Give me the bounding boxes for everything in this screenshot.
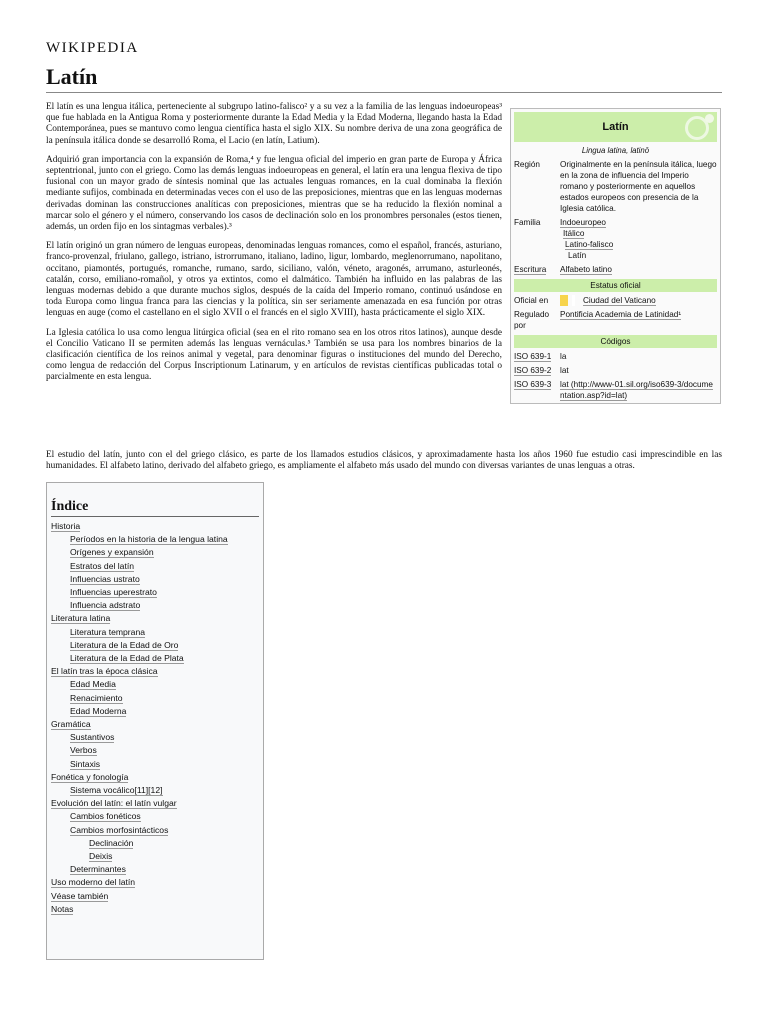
toc-item-label[interactable]: Influencias uperestrato — [70, 587, 157, 598]
official-value[interactable]: Ciudad del Vaticano — [560, 295, 717, 306]
toc-item[interactable] — [47, 626, 263, 639]
toc-item[interactable] — [47, 758, 263, 771]
toc-item[interactable] — [47, 784, 263, 797]
wikipedia-logo[interactable]: WIKIPEDIA — [46, 40, 139, 56]
toc-item[interactable] — [47, 837, 263, 850]
official-status-header: Estatus oficial — [514, 279, 717, 292]
toc-item[interactable] — [47, 744, 263, 757]
infobox-native-name: Lingua latina, latinō — [581, 146, 650, 155]
toc-item-label[interactable]: Historia — [51, 521, 81, 531]
script-value[interactable]: Alfabeto latino — [560, 265, 612, 274]
toc-item[interactable] — [47, 573, 263, 586]
toc-item-label[interactable]: Véase también — [51, 890, 109, 901]
speech-bubble-icon — [705, 114, 714, 123]
toc-item[interactable] — [47, 731, 263, 744]
paragraph-study: El estudio del latín, junto con el del griego clásico, es parte de los llamados estudios clásicos, y aproximadamente hasta los años 1960 fue estudio casi imprescindible en las humanidades. El alfabeto latino, derivado del alfabeto griego, es ampliamente el alfabeto más usado del mundo con diversas variantes de unas lenguas a otras. — [46, 450, 722, 472]
official-label: Oficial en — [514, 296, 549, 305]
iso2-label[interactable]: ISO 639-2 — [514, 366, 552, 376]
toc-item-label[interactable]: Literatura temprana — [70, 626, 145, 637]
infobox-row-family — [511, 216, 720, 263]
regulated-value[interactable]: Pontificia Academia de Latinidad¹ — [560, 310, 682, 320]
infobox-row-iso1 — [511, 350, 720, 364]
vatican-flag-icon — [560, 295, 568, 306]
toc-item-label[interactable]: Gramática — [51, 719, 91, 730]
toc-item-label[interactable]: Literatura de la Edad de Oro — [70, 639, 179, 650]
region-value: Originalmente en la península itálica, luego en la zona de influencia del Imperio romano y posteriormente en aquellos estados europeos con presencia de la Iglesia católica. — [560, 160, 717, 213]
toc-item[interactable] — [47, 890, 263, 903]
codes-header: Códigos — [514, 335, 717, 348]
toc-item[interactable] — [47, 639, 263, 652]
toc-item-label[interactable]: Verbos — [70, 745, 97, 756]
toc-item-label[interactable]: Influencia adstrato — [70, 600, 141, 611]
toc-item-label[interactable]: Cambios fonéticos — [70, 811, 141, 822]
toc-item-label[interactable]: Literatura de la Edad de Plata — [70, 653, 184, 664]
family-item[interactable]: Indoeuropeo — [560, 218, 606, 227]
infobox-row-official — [511, 294, 720, 308]
family-item: Latín — [568, 251, 587, 260]
article-body — [46, 102, 502, 392]
toc-item-label[interactable]: Literatura latina — [51, 613, 111, 624]
toc-item-label[interactable]: Cambios morfosintácticos — [70, 824, 169, 835]
toc-item[interactable] — [47, 520, 263, 533]
toc-item-label[interactable]: Evolución del latín: el latín vulgar — [51, 798, 177, 809]
toc-item-label[interactable]: Orígenes y expansión — [70, 547, 154, 558]
family-item[interactable]: Latino-falisco — [565, 240, 614, 249]
iso3-label[interactable]: ISO 639-3 — [514, 380, 552, 390]
iso1-label[interactable]: ISO 639-1 — [514, 352, 552, 362]
infobox-row-iso2 — [511, 364, 720, 378]
toc-item-label[interactable]: Renacimiento — [70, 692, 123, 703]
toc-item-label[interactable]: Edad Media — [70, 679, 116, 690]
toc-list — [47, 520, 263, 916]
toc-item-label[interactable]: Períodos en la historia de la lengua latina — [70, 534, 228, 545]
toc-item-label[interactable]: Notas — [51, 903, 74, 914]
toc-item[interactable] — [47, 850, 263, 863]
toc-item[interactable] — [47, 560, 263, 573]
language-infobox — [510, 108, 721, 404]
infobox-row-iso3 — [511, 378, 720, 403]
toc-item[interactable] — [47, 771, 263, 784]
toc-item[interactable] — [47, 824, 263, 837]
title-divider — [46, 92, 722, 93]
toc-item[interactable] — [47, 586, 263, 599]
toc-item-label[interactable]: Estratos del latín — [70, 560, 135, 571]
toc-item[interactable] — [47, 705, 263, 718]
toc-title: Índice — [51, 499, 259, 517]
toc-item[interactable] — [47, 678, 263, 691]
infobox-row-script — [511, 263, 720, 277]
toc-item[interactable] — [47, 546, 263, 559]
toc-item-label[interactable]: Deixis — [89, 851, 113, 862]
toc-item-label[interactable]: Sintaxis — [70, 758, 101, 769]
page-title: Latín — [46, 64, 98, 89]
regulated-label: Regulado por — [514, 310, 550, 331]
toc-item[interactable] — [47, 876, 263, 889]
toc-item[interactable] — [47, 652, 263, 665]
toc-item-label[interactable]: Fonética y fonología — [51, 771, 129, 782]
toc-item[interactable] — [47, 797, 263, 810]
paragraph-expansion: Adquirió gran importancia con la expansión de Roma,⁴ y fue lengua oficial del imperio en gran parte de Europa y África septentrional, junto con el griego. Como las demás lenguas indoeuropeas en general, el latín era una lengua flexiva de tipo fusional con un mayor grado de síntesis nominal que las actuales lenguas romances, en la cual dominaba la flexión mediante sufijos, combinada en determinadas veces con el uso de las preposiciones, mientras que en las lenguas modernas derivadas dominan las construcciones analíticas con preposiciones, mientras que se ha reducido la flexión nominal a marcar solo el género y el número, conservando los casos de declinación solo en los pronombres personales (estos tienen, además, un orden fijo en los sintagmas verbales).³ — [46, 154, 502, 233]
toc-item[interactable] — [47, 533, 263, 546]
infobox-row-regulated — [511, 308, 720, 333]
toc-item-label[interactable]: El latín tras la época clásica — [51, 666, 158, 677]
iso3-value[interactable]: lat (http://www-01.sil.org/iso639-3/documentation.asp?id=lat) — [560, 380, 713, 401]
script-label: Escritura — [514, 265, 547, 274]
toc-item[interactable] — [47, 665, 263, 678]
family-item[interactable]: Itálico — [563, 229, 585, 238]
toc-item-label[interactable]: Sustantivos — [70, 732, 115, 743]
iso1-value: la — [560, 352, 567, 362]
toc-item[interactable] — [47, 863, 263, 876]
toc-item[interactable] — [47, 612, 263, 625]
table-of-contents — [46, 482, 264, 960]
toc-item-label[interactable]: Uso moderno del latín — [51, 877, 136, 888]
toc-item-label[interactable]: Sistema vocálico[11][12] — [70, 785, 163, 796]
iso2-value: lat — [560, 366, 569, 376]
toc-item-label[interactable]: Determinantes — [70, 864, 126, 875]
paragraph-romance-languages: El latín originó un gran número de lenguas europeas, denominadas lenguas romances, como el español, francés, asturiano, franco-provenzal, friulano, gallego, istriano, istrorrumano, italiano, ladino, ligur, lombardo, meglenorrumano, napolitano, occitano, piamontés, portugués, romanche, rumano, sardo, siciliano, valón, véneto, aragonés, arrumano, asturleonés, catalán, corso, emiliano-romañol, y otros ya extintos, como el dalmático. También ha influido en las palabras de las lenguas modernas debido a que durante muchos siglos, después de la caída del Imperio romano, continuó usándose en toda Europa como lingua franca para las ciencias y la política, sin ser seriamente amenazada en esa función por otras lenguas en auge (como el castellano en el siglo XVII o el francés en el siglo XVIII), hasta prácticamente el siglo XIX. — [46, 241, 502, 319]
paragraph-church-usage: La Iglesia católica lo usa como lengua litúrgica oficial (sea en el rito romano sea en los otros ritos latinos), aunque desde el Concilio Vaticano II se permiten además las lenguas vernáculas.⁵ También se usa para los nombres binarios de la clasificación científica de los reinos animal y vegetal, para denominar figuras o instituciones del mundo del Derecho, como lengua de redacción del Corpus Inscriptionum Latinarum, y en artículos de revistas científicas publicadas total o parcialmente en esta lengua. — [46, 327, 502, 383]
toc-item[interactable] — [47, 903, 263, 916]
paragraph-intro: El latín es una lengua itálica, perteneciente al subgrupo latino-falisco² y a su vez a la familia de las lenguas indoeuropeas³ que fue hablada en la Antigua Roma y posteriormente durante la Edad Media y la Edad Moderna, llegando hasta la Edad Contemporánea, pues se mantuvo como lengua científica hasta el siglo XIX. Su nombre deriva de una zona geográfica de la península itálica donde se desarrolló Roma, el Lacio (en latín, Latium). — [46, 102, 502, 146]
toc-item-label[interactable]: Edad Moderna — [70, 705, 127, 716]
region-label: Región — [514, 160, 540, 169]
infobox-title: Latín — [602, 121, 629, 133]
toc-item[interactable] — [47, 692, 263, 705]
toc-item-label[interactable]: Declinación — [89, 837, 134, 848]
toc-item[interactable] — [47, 718, 263, 731]
infobox-header — [514, 112, 717, 142]
toc-item[interactable] — [47, 810, 263, 823]
toc-item[interactable] — [47, 599, 263, 612]
toc-item-label[interactable]: Influencias ustrato — [70, 573, 140, 584]
family-tree — [560, 217, 717, 261]
infobox-row-region — [511, 158, 720, 216]
family-label: Familia — [514, 218, 541, 227]
